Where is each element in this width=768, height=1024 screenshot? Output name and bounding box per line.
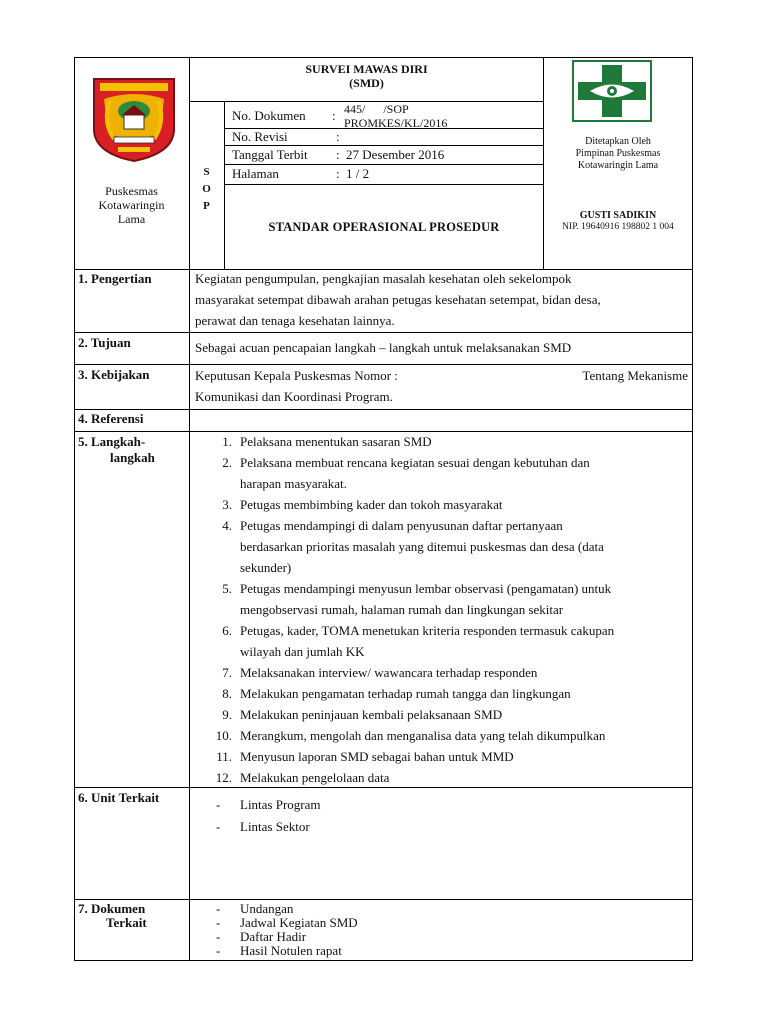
row-line-3 xyxy=(74,409,693,410)
section-column-divider xyxy=(189,269,190,961)
border-top xyxy=(74,57,693,58)
approved-line-2: Pimpinan Puskesmas xyxy=(575,148,661,159)
sop-letter-p: P xyxy=(203,200,210,212)
org-name xyxy=(74,184,189,226)
doc-no-label: No. Dokumen xyxy=(232,108,306,123)
step-number: 10. xyxy=(215,728,232,743)
revision-label: No. Revisi xyxy=(232,129,288,144)
section-label-kebijakan: 3. Kebijakan xyxy=(78,367,150,382)
step-number: 7. xyxy=(222,665,232,680)
page-label: Halaman xyxy=(232,166,279,181)
kebijakan-text-left: Keputusan Kepala Puskesmas Nomor : xyxy=(195,368,398,383)
step-number: 4. xyxy=(222,518,232,533)
list-item xyxy=(216,915,358,930)
step-text-line: Petugas, kader, TOMA menetukan kriteria responden termasuk cakupan xyxy=(240,623,615,638)
sop-letter-s: S xyxy=(203,166,210,178)
dokumen-terkait-list xyxy=(216,901,358,958)
step-text-line: Pelaksana membuat rencana kegiatan sesuai dengan kebutuhan dan xyxy=(240,455,590,470)
step-item xyxy=(222,515,614,578)
sop-letters xyxy=(189,164,224,215)
step-number: 1. xyxy=(222,434,232,449)
step-item xyxy=(222,683,614,704)
signer-nip: NIP. 19640916 198802 1 004 xyxy=(562,222,674,232)
issue-date-value: 27 Desember 2016 xyxy=(346,147,445,162)
step-item xyxy=(216,746,614,767)
pengertian-line-2: masyarakat setempat dibawah arahan petugas kesehatan setempat, bidan desa, xyxy=(195,292,601,307)
dash-icon: - xyxy=(216,819,221,834)
kabupaten-logo xyxy=(88,71,180,163)
org-name-line-2: Kotawaringin xyxy=(98,198,165,212)
list-item-text: Hasil Notulen rapat xyxy=(240,943,342,958)
list-item-text: Lintas Sektor xyxy=(240,819,310,834)
step-item xyxy=(222,431,614,452)
org-name-line-1: Puskesmas xyxy=(105,184,158,198)
step-number: 11. xyxy=(216,749,232,764)
step-item xyxy=(222,578,614,620)
step-item xyxy=(222,620,615,662)
list-item-text: Lintas Program xyxy=(240,797,321,812)
step-text-line: Petugas membimbing kader dan tokoh masyarakat xyxy=(240,497,503,512)
org-name-line-3: Lama xyxy=(117,212,146,226)
doc-no-value-line-1: 445/ /SOP xyxy=(344,102,409,116)
step-text-line: wilayah dan jumlah KK xyxy=(240,644,365,659)
step-text-line: harapan masyarakat. xyxy=(240,476,347,491)
langkah-label-line-1: 5. Langkah- xyxy=(78,434,146,449)
section-label-referensi: 4. Referensi xyxy=(78,411,144,426)
step-text-line: Melakukan pengamatan terhadap rumah tangga dan lingkungan xyxy=(240,686,571,701)
survey-title-block xyxy=(189,62,544,90)
step-item xyxy=(222,494,614,515)
approved-by xyxy=(544,136,692,172)
section-label-pengertian: 1. Pengertian xyxy=(78,271,152,286)
survey-title: SURVEI MAWAS DIRI xyxy=(305,62,428,76)
doc-no-value xyxy=(344,102,447,130)
step-text-line: Pelaksana menentukan sasaran SMD xyxy=(240,434,432,449)
step-item xyxy=(215,725,614,746)
langkah-label-line-2: langkah xyxy=(110,450,155,465)
list-item xyxy=(216,816,321,838)
sop-letter-o: O xyxy=(202,183,211,195)
section-label-dokumen-terkait xyxy=(78,902,147,930)
list-item xyxy=(216,943,358,958)
dokumen-label-line-2: Terkait xyxy=(106,915,147,930)
section-label-langkah xyxy=(78,434,155,466)
sop-document xyxy=(74,57,693,961)
list-item-text: Daftar Hadir xyxy=(240,929,307,944)
step-item xyxy=(222,704,614,725)
step-text-line: Melaksanakan interview/ wawancara terhadap responden xyxy=(240,665,538,680)
header-divider-2 xyxy=(224,101,225,269)
health-cross-icon xyxy=(572,60,652,122)
step-text-line: Petugas mendampingi menyusun lembar observasi (pengamatan) untuk xyxy=(240,581,612,596)
doc-row-line-2 xyxy=(224,145,544,146)
list-item xyxy=(216,901,358,916)
issue-date-colon: : xyxy=(336,147,340,162)
step-item xyxy=(222,662,614,683)
section-label-tujuan: 2. Tujuan xyxy=(78,335,131,350)
dash-icon: - xyxy=(216,943,221,958)
row-line-1 xyxy=(74,332,693,333)
issue-date-label: Tanggal Terbit xyxy=(232,147,308,162)
doc-no-colon: : xyxy=(332,108,336,123)
sop-title: STANDAR OPERASIONAL PROSEDUR xyxy=(268,220,500,234)
survey-subtitle: (SMD) xyxy=(349,76,384,90)
dash-icon: - xyxy=(216,901,221,916)
step-number: 8. xyxy=(222,686,232,701)
step-text-line: Melakukan pengelolaan data xyxy=(240,770,390,785)
steps-list xyxy=(215,431,615,788)
pengertian-text xyxy=(195,268,601,331)
shield-emblem-icon xyxy=(88,71,180,163)
doc-row-line-3 xyxy=(224,164,544,165)
section-label-unit-terkait: 6. Unit Terkait xyxy=(78,790,160,805)
page-value: 1 / 2 xyxy=(346,166,370,181)
list-item-text: Undangan xyxy=(240,901,294,916)
row-line-2 xyxy=(74,364,693,365)
signer-name: GUSTI SADIKIN xyxy=(579,210,657,221)
kebijakan-text-right: Tentang Mekanisme xyxy=(582,368,688,383)
dash-icon: - xyxy=(216,929,221,944)
step-text-line: berdasarkan prioritas masalah yang ditemui puskesmas dan desa (data xyxy=(240,539,604,554)
pengertian-line-3: perawat dan tenaga kesehatan lainnya. xyxy=(195,313,395,328)
step-number: 6. xyxy=(222,623,232,638)
step-item xyxy=(215,767,614,788)
step-text-line: mengobservasi rumah, halaman rumah dan lingkungan sekitar xyxy=(240,602,564,617)
border-right xyxy=(692,57,693,961)
doc-no-value-line-2: PROMKES/KL/2016 xyxy=(344,116,448,130)
puskesmas-logo xyxy=(572,60,652,122)
step-text-line: Melakukan peninjauan kembali pelaksanaan SMD xyxy=(240,707,503,722)
doc-row-line-4 xyxy=(224,184,544,185)
step-number: 9. xyxy=(222,707,232,722)
dash-icon: - xyxy=(216,797,221,812)
list-item xyxy=(216,794,321,816)
step-text-line: Petugas mendampingi di dalam penyusunan daftar pertanyaan xyxy=(240,518,563,533)
border-bottom xyxy=(74,960,693,961)
revision-colon: : xyxy=(336,129,340,144)
kebijakan-text-line-2: Komunikasi dan Koordinasi Program. xyxy=(195,389,393,404)
row-line-6 xyxy=(74,899,693,900)
step-item xyxy=(222,452,614,494)
dokumen-label-line-1: 7. Dokumen xyxy=(78,901,146,916)
list-item-text: Jadwal Kegiatan SMD xyxy=(240,915,358,930)
step-text-line: Merangkum, mengolah dan menganalisa data yang telah dikumpulkan xyxy=(240,728,606,743)
unit-terkait-list xyxy=(216,794,321,838)
pengertian-line-1: Kegiatan pengumpulan, pengkajian masalah kesehatan oleh sekelompok xyxy=(195,271,572,286)
step-text-line: sekunder) xyxy=(240,560,292,575)
step-text-line: Menyusun laporan SMD sebagai bahan untuk MMD xyxy=(240,749,514,764)
approved-line-3: Kotawaringin Lama xyxy=(577,160,659,171)
step-number: 2. xyxy=(222,455,232,470)
step-number: 5. xyxy=(222,581,232,596)
dash-icon: - xyxy=(216,915,221,930)
list-item xyxy=(216,929,358,944)
step-number: 3. xyxy=(222,497,232,512)
approved-line-1: Ditetapkan Oleh xyxy=(585,136,651,147)
step-number: 12. xyxy=(215,770,232,785)
page-colon: : xyxy=(336,166,340,181)
tujuan-text: Sebagai acuan pencapaian langkah – langkah untuk melaksanakan SMD xyxy=(195,340,572,355)
